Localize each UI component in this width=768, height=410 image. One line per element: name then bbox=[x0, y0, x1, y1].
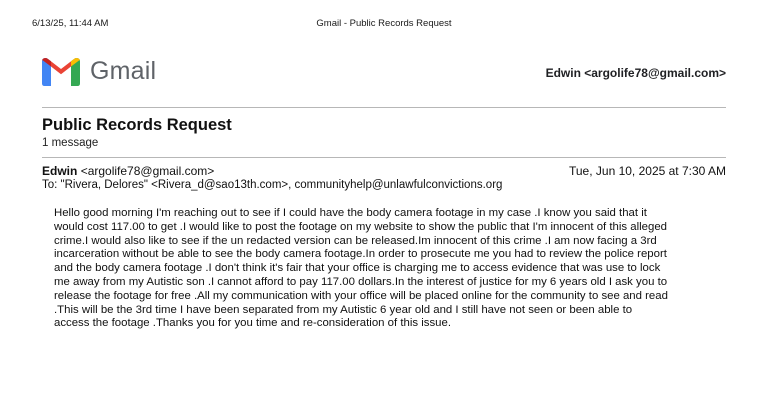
gmail-wordmark: Gmail bbox=[90, 57, 157, 85]
message-count: 1 message bbox=[42, 137, 99, 149]
body-line: crime.I would also like to see if the un redacted version can be released.Im innocent of this crime .I am now facing a 3rd bbox=[54, 234, 657, 247]
body-line: access the footage .Thanks you for you time and re-consideration of this issue. bbox=[54, 317, 451, 330]
message-body bbox=[54, 207, 726, 331]
print-page-title: Gmail - Public Records Request bbox=[316, 18, 452, 29]
body-line: me away from my Autistic son .I cannot afford to pay 117.00 dollars.In the interest of justice for my 6 years old I ask you to bbox=[54, 275, 668, 288]
sender-name: Edwin bbox=[42, 164, 78, 178]
body-line: would cost 117.00 to get .I would like to post the footage on my website to show the public that I'm innocent of this alleged bbox=[54, 220, 667, 233]
gmail-logo bbox=[42, 56, 156, 86]
subject-title: Public Records Request bbox=[42, 116, 232, 134]
message-date: Tue, Jun 10, 2025 at 7:30 AM bbox=[569, 164, 726, 178]
sender bbox=[42, 164, 214, 178]
divider bbox=[42, 157, 726, 158]
print-datetime: 6/13/25, 11:44 AM bbox=[32, 18, 109, 29]
gmail-m-icon bbox=[42, 57, 80, 86]
body-line: Hello good morning I'm reaching out to see if I could have the body camera footage in my case .I know you said that it bbox=[54, 207, 647, 219]
body-line: incarceration without be able to see the body camera footage.In order to prosecute me you had to review the police report bbox=[54, 248, 667, 261]
body-line: .This will be the 3rd time I have been separated from my Autistic 6 year old and I still have not seen or been able to bbox=[54, 303, 633, 316]
print-header bbox=[0, 18, 768, 32]
sender-email: <argolife78@gmail.com> bbox=[80, 164, 215, 178]
body-line: release the footage for free .All my communication with your office will be placed online for the community to see and read bbox=[54, 289, 668, 302]
account-identity: Edwin <argolife78@gmail.com> bbox=[545, 66, 726, 80]
body-line: and the body camera footage .I don't think it's fair that your office is charging me to access evidence that was use to lock bbox=[54, 262, 661, 275]
divider bbox=[42, 107, 726, 108]
recipients: To: "Rivera, Delores" <Rivera_d@sao13th.com>, communityhelp@unlawfulconvictions.org bbox=[42, 179, 503, 191]
